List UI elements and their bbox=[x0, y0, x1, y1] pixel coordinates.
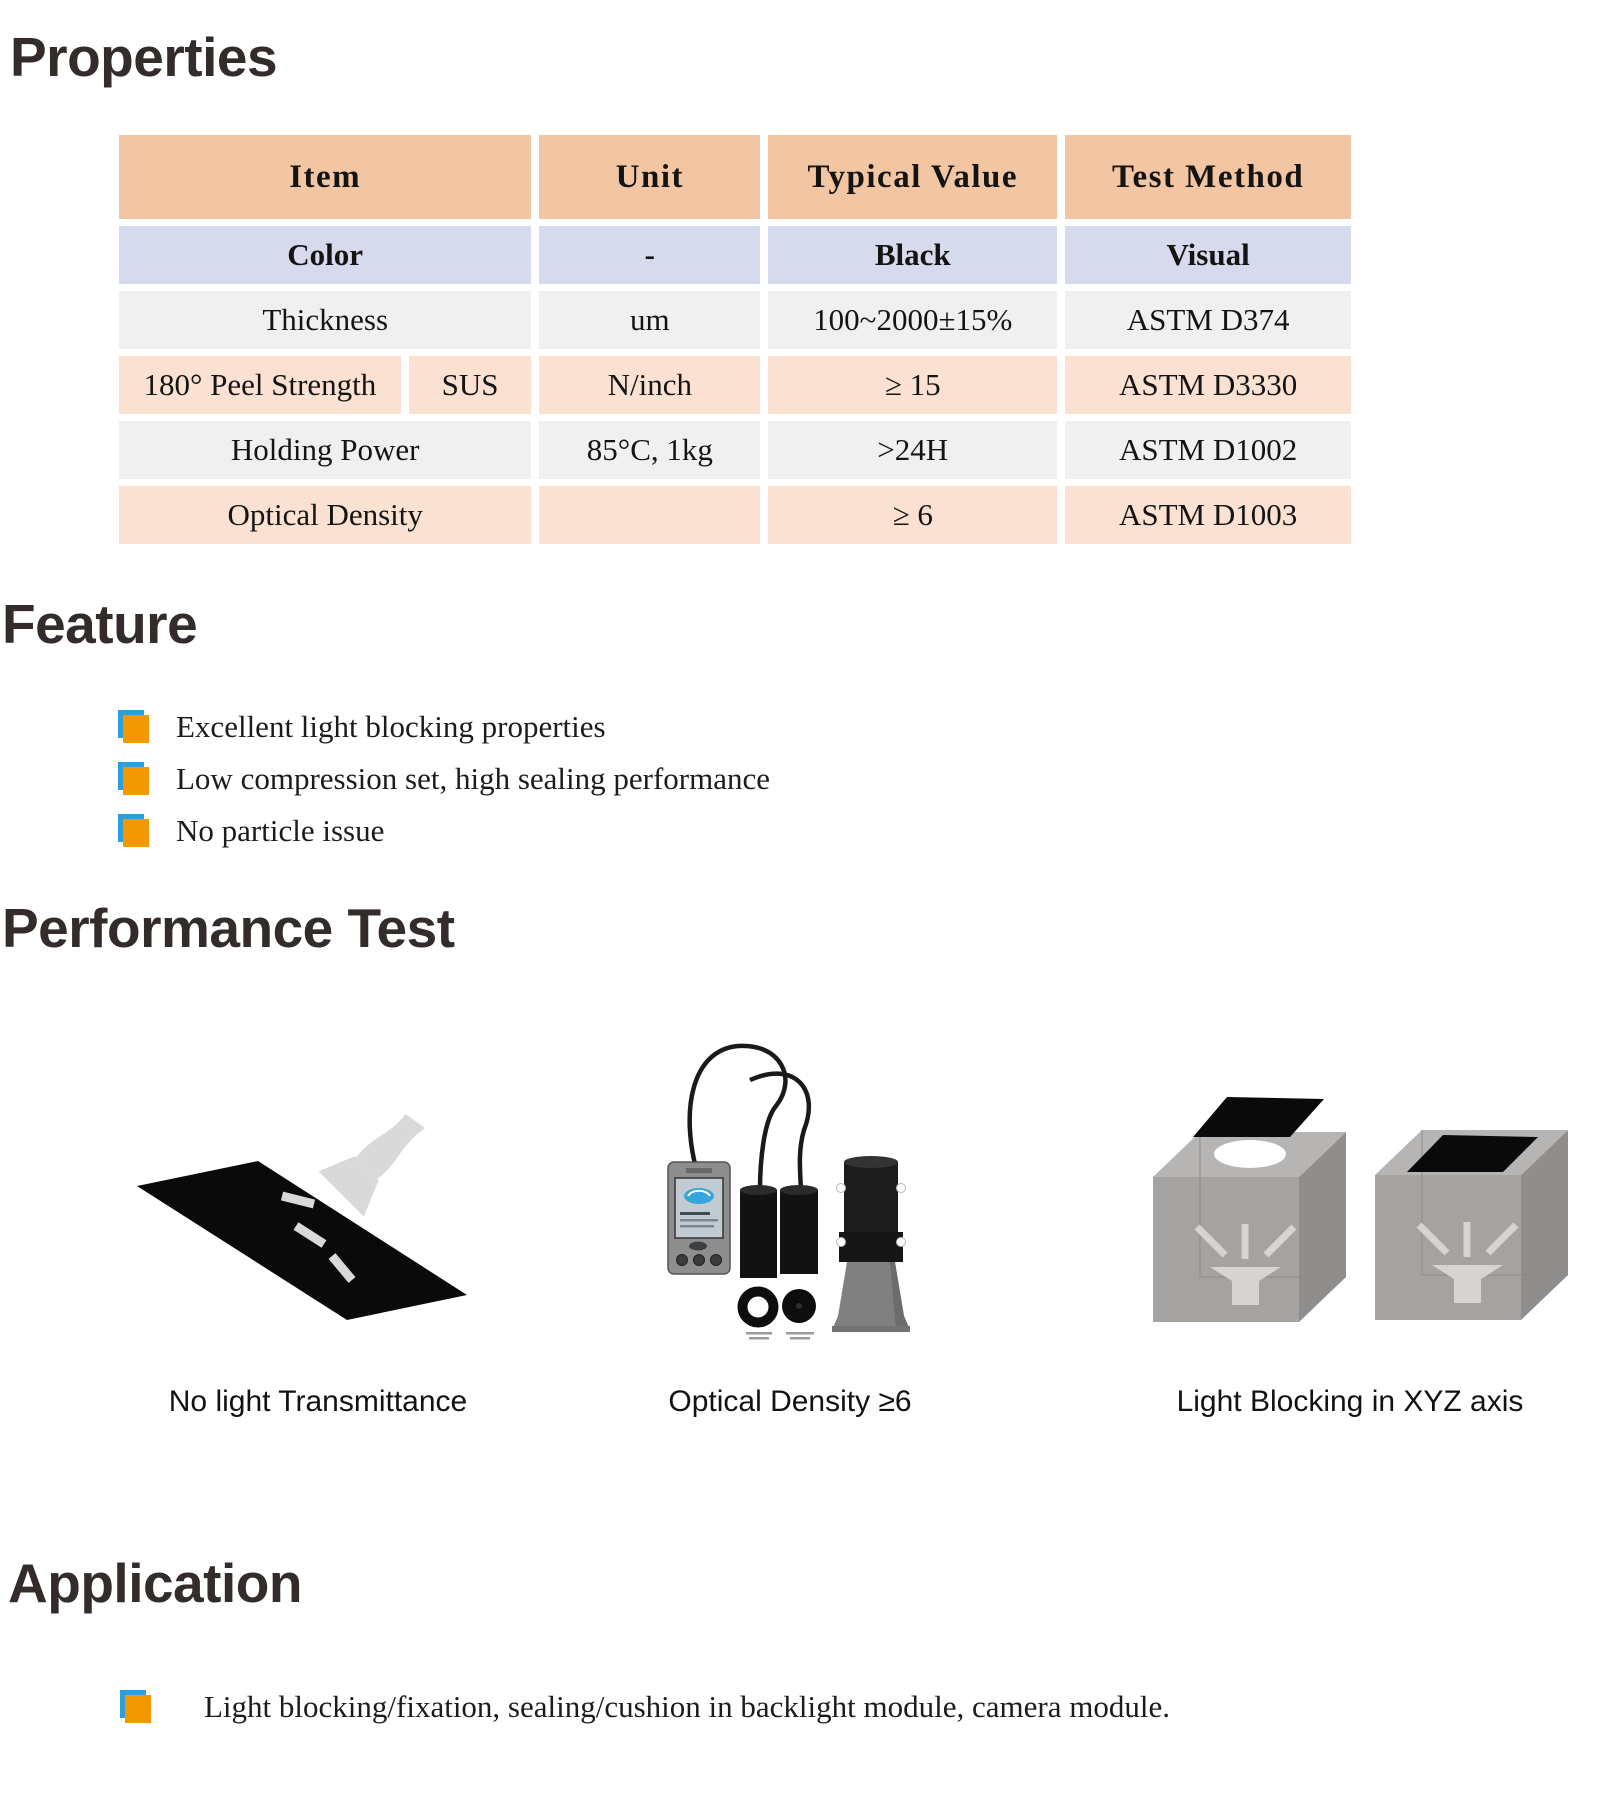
figure-light-blocking-boxes bbox=[1150, 1060, 1590, 1340]
cell-item: Holding Power bbox=[119, 421, 531, 479]
feature-item-text: No particle issue bbox=[176, 813, 385, 848]
feature-heading: Feature bbox=[2, 593, 198, 655]
tiny-labels bbox=[746, 1332, 814, 1340]
cell-value: ≥ 6 bbox=[768, 486, 1057, 544]
feature-item-text: Excellent light blocking properties bbox=[176, 709, 606, 744]
cell-value: >24H bbox=[768, 421, 1057, 479]
feature-item-text: Low compression set, high sealing performance bbox=[176, 761, 770, 796]
bullet-icon bbox=[120, 1690, 152, 1724]
cell-value: ≥ 15 bbox=[768, 356, 1057, 414]
figure-optical-density-meter bbox=[560, 1020, 950, 1380]
test-fixture bbox=[832, 1156, 910, 1332]
feature-item bbox=[118, 814, 384, 848]
header-typical-value: Typical Value bbox=[768, 135, 1057, 219]
application-item bbox=[120, 1690, 1170, 1724]
cell-method: ASTM D3330 bbox=[1065, 356, 1351, 414]
device-buttons bbox=[677, 1255, 722, 1266]
cell-method: ASTM D1003 bbox=[1065, 486, 1351, 544]
black-film bbox=[1193, 1097, 1324, 1137]
table-row bbox=[119, 226, 1351, 284]
table-header-row bbox=[119, 135, 1351, 219]
header-item: Item bbox=[119, 135, 531, 219]
header-test-method: Test Method bbox=[1065, 135, 1351, 219]
light-box-open bbox=[1153, 1097, 1346, 1322]
table-row bbox=[119, 291, 1351, 349]
cell-unit: 85°C, 1kg bbox=[539, 421, 760, 479]
cell-item: Thickness bbox=[119, 291, 531, 349]
table-row bbox=[119, 356, 1351, 414]
figure-no-light-transmittance bbox=[100, 1090, 500, 1350]
meter-device bbox=[668, 1162, 730, 1274]
light-box-covered bbox=[1375, 1130, 1568, 1320]
header-unit: Unit bbox=[539, 135, 760, 219]
cell-method: ASTM D374 bbox=[1065, 291, 1351, 349]
performance-heading: Performance Test bbox=[2, 897, 455, 959]
bullet-icon bbox=[118, 710, 150, 744]
probe-cylinders bbox=[740, 1185, 818, 1278]
feature-item bbox=[118, 762, 770, 796]
table-row bbox=[119, 486, 1351, 544]
blocking-ring bbox=[743, 1292, 774, 1323]
feature-item bbox=[118, 710, 606, 744]
cell-value: 100~2000±15% bbox=[768, 291, 1057, 349]
properties-heading: Properties bbox=[10, 26, 278, 88]
flashlight-icon bbox=[319, 1096, 439, 1216]
application-text: Light blocking/fixation, sealing/cushion in backlight module, camera module. bbox=[204, 1689, 1170, 1724]
cell-value: Black bbox=[768, 226, 1057, 284]
figure-caption: No light Transmittance bbox=[168, 1385, 468, 1418]
cell-unit: N/inch bbox=[539, 356, 760, 414]
cell-item-sub: SUS bbox=[409, 356, 532, 414]
cell-item: Optical Density bbox=[119, 486, 531, 544]
cell-item: Color bbox=[119, 226, 531, 284]
cell-method: ASTM D1002 bbox=[1065, 421, 1351, 479]
cell-unit: um bbox=[539, 291, 760, 349]
figure-caption: Light Blocking in XYZ axis bbox=[1176, 1385, 1524, 1418]
cell-unit: - bbox=[539, 226, 760, 284]
device-screen bbox=[675, 1178, 723, 1238]
bullet-icon bbox=[118, 814, 150, 848]
figure-caption: Optical Density ≥6 bbox=[668, 1385, 912, 1418]
properties-table bbox=[111, 128, 1359, 551]
table-row bbox=[119, 421, 1351, 479]
application-heading: Application bbox=[8, 1552, 302, 1614]
cell-item: 180° Peel Strength bbox=[119, 356, 401, 414]
top-hole bbox=[1214, 1140, 1286, 1168]
cell-method: Visual bbox=[1065, 226, 1351, 284]
bullet-icon bbox=[118, 762, 150, 796]
cell-unit bbox=[539, 486, 760, 544]
black-film bbox=[137, 1161, 467, 1320]
